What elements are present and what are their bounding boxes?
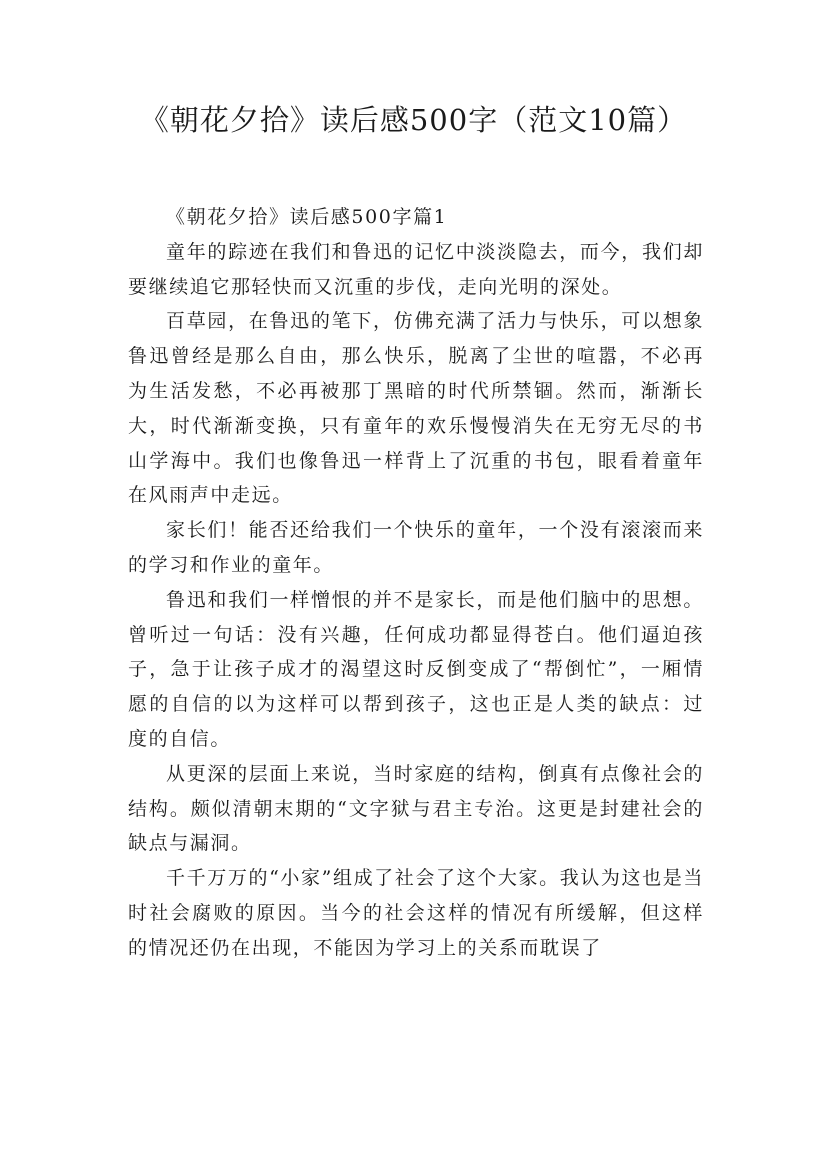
paragraph: 家长们！能否还给我们一个快乐的童年，一个没有滚滚而来的学习和作业的童年。 bbox=[128, 519, 704, 576]
paragraph: 千千万万的“小家”组成了社会了这个大家。我认为这也是当时社会腐败的原因。当今的社会这样的情况有所缓解，但这样的情况还仍在出现，不能因为学习上的关系而耽误了 bbox=[128, 867, 704, 959]
paragraph: 童年的踪迹在我们和鲁迅的记忆中淡淡隐去，而今，我们却要继续追它那轻快而又沉重的步伐，走向光明的深处。 bbox=[128, 240, 704, 298]
section-heading: 《朝花夕拾》读后感500字篇1 bbox=[166, 206, 448, 228]
paragraph: 鲁迅和我们一样憎恨的并不是家长，而是他们脑中的思想。曾听过一句话：没有兴趣，任何成功都显得苍白。他们逼迫孩子，急于让孩子成才的渴望这时反倒变成了“帮倒忙”，一厢情愿的自信的以为这样可以帮到孩子，这也正是人类的缺点：过度的自信。 bbox=[128, 588, 704, 750]
document-title: 《朝花夕拾》读后感500字（范文10篇） bbox=[139, 103, 688, 137]
document-body bbox=[128, 200, 704, 966]
paragraph: 从更深的层面上来说，当时家庭的结构，倒真有点像社会的结构。颇似清朝末期的“文字狱与君主专治。这更是封建社会的缺点与漏洞。 bbox=[128, 762, 704, 855]
paragraph: 百草园，在鲁迅的笔下，仿佛充满了活力与快乐，可以想象鲁迅曾经是那么自由，那么快乐，脱离了尘世的喧嚣，不必再为生活发愁，不必再被那丁黑暗的时代所禁锢。然而，渐渐长大，时代渐渐变换，只有童年的欢乐慢慢消失在无穷无尽的书山学海中。我们也像鲁迅一样背上了沉重的书包，眼看着童年在风雨声中走远。 bbox=[128, 310, 704, 507]
